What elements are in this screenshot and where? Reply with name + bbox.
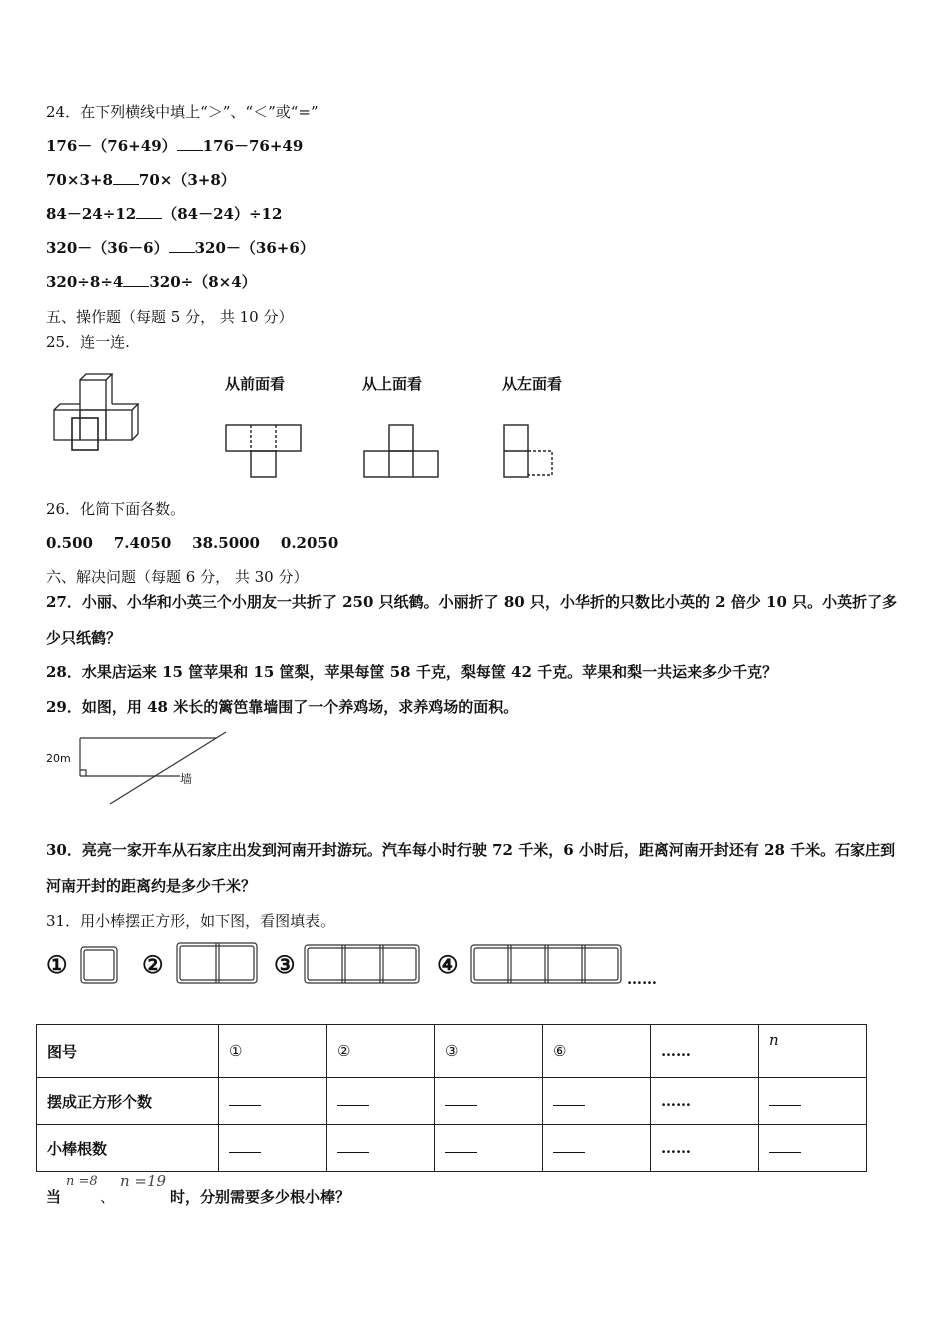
view-label-left: 从左面看 bbox=[502, 375, 563, 393]
n-value-8: n =8 bbox=[66, 1174, 98, 1189]
section-6-heading: 六、解决问题（每题 6 分， 共 30 分） bbox=[46, 568, 309, 586]
expr-left: 176－（76+49） bbox=[46, 137, 177, 155]
answer-cell[interactable] bbox=[435, 1125, 543, 1172]
expr-right: （84－24）÷12 bbox=[162, 205, 283, 223]
figure-label-2: ② bbox=[142, 950, 164, 979]
expr-left: 320÷8÷4 bbox=[46, 273, 124, 291]
answer-cell[interactable] bbox=[219, 1125, 327, 1172]
figure-label-4: ④ bbox=[437, 950, 459, 979]
q27-text: 27．小丽、小华和小英三个小朋友一共折了 250 只纸鹤。小丽折了 80 只，小华折的只数比小英的 2 倍少 10 只。小英折了多少只纸鹤？ bbox=[46, 593, 898, 647]
q31-question-prefix: 当 bbox=[46, 1188, 62, 1206]
q24-row-1 bbox=[46, 136, 303, 156]
stick-squares-2 bbox=[174, 940, 260, 988]
stick-squares-1 bbox=[78, 944, 122, 988]
figure-label-3: ③ bbox=[274, 950, 296, 979]
q24-title: 24．在下列横线中填上“＞”、“＜”或“=” bbox=[46, 103, 319, 121]
answer-cell[interactable] bbox=[759, 1078, 867, 1125]
ellipsis-cell: …… bbox=[651, 1125, 759, 1172]
stick-squares-3 bbox=[302, 942, 422, 988]
expr-right: 320－（36+6） bbox=[194, 239, 315, 257]
figure-label-1: ① bbox=[46, 950, 68, 979]
cube-solid-figure bbox=[50, 372, 140, 452]
front-view-figure bbox=[225, 424, 303, 478]
view-label-front: 从前面看 bbox=[225, 375, 286, 393]
answer-cell[interactable] bbox=[219, 1078, 327, 1125]
ellipsis-cell: …… bbox=[651, 1078, 759, 1125]
top-view-figure bbox=[363, 424, 439, 478]
expr-left: 70×3+8 bbox=[46, 171, 113, 189]
expr-left: 84－24÷12 bbox=[46, 205, 137, 223]
answer-cell[interactable] bbox=[327, 1078, 435, 1125]
q24-row-4 bbox=[46, 238, 315, 258]
answer-blank[interactable] bbox=[177, 136, 203, 151]
chicken-yard-figure bbox=[46, 730, 236, 810]
q26-title: 26．化简下面各数。 bbox=[46, 500, 186, 518]
expr-right: 70×（3+8） bbox=[138, 171, 236, 189]
q26-numbers: 0.500 7.4050 38.5000 0.2050 bbox=[46, 534, 339, 552]
q24-row-5 bbox=[46, 272, 257, 292]
header-cell: ② bbox=[327, 1025, 435, 1078]
expr-right: 176－76+49 bbox=[202, 137, 304, 155]
stick-squares-4 bbox=[468, 942, 624, 988]
figures-ellipsis: …… bbox=[627, 970, 657, 988]
q25-title: 25．连一连. bbox=[46, 333, 130, 351]
header-cell: …… bbox=[651, 1025, 759, 1078]
answer-blank[interactable] bbox=[337, 1142, 369, 1153]
answer-blank[interactable] bbox=[337, 1095, 369, 1106]
row-label: 摆成正方形个数 bbox=[37, 1078, 219, 1125]
row-label: 小棒根数 bbox=[37, 1125, 219, 1172]
n-value-19: n =19 bbox=[120, 1172, 167, 1190]
answer-blank[interactable] bbox=[445, 1095, 477, 1106]
section-5-heading: 五、操作题（每题 5 分， 共 10 分） bbox=[46, 308, 294, 326]
answer-blank[interactable] bbox=[113, 170, 139, 185]
answer-blank[interactable] bbox=[769, 1095, 801, 1106]
header-cell: ③ bbox=[435, 1025, 543, 1078]
header-cell: n bbox=[759, 1025, 867, 1078]
q24-row-2 bbox=[46, 170, 236, 190]
q30-text: 30．亮亮一家开车从石家庄出发到河南开封游玩。汽车每小时行驶 72 千米，6 小时后，距离河南开封还有 28 千米。石家庄到河南开封的距离约是多少千米？ bbox=[46, 841, 896, 895]
expr-left: 320－（36－6） bbox=[46, 239, 169, 257]
answer-blank[interactable] bbox=[445, 1142, 477, 1153]
table-row bbox=[37, 1125, 867, 1172]
answer-cell[interactable] bbox=[327, 1125, 435, 1172]
left-view-figure bbox=[503, 424, 555, 478]
answer-blank[interactable] bbox=[553, 1095, 585, 1106]
answer-cell[interactable] bbox=[543, 1125, 651, 1172]
answer-blank[interactable] bbox=[229, 1095, 261, 1106]
answer-blank[interactable] bbox=[136, 204, 162, 219]
answer-cell[interactable] bbox=[543, 1078, 651, 1125]
answer-blank[interactable] bbox=[553, 1142, 585, 1153]
answer-blank[interactable] bbox=[123, 272, 149, 287]
fill-in-table bbox=[36, 1024, 867, 1172]
q31-title: 31．用小棒摆正方形，如下图，看图填表。 bbox=[46, 912, 336, 930]
wall-label: 墙 bbox=[180, 772, 193, 786]
q28-text: 28．水果店运来 15 筐苹果和 15 筐梨，苹果每筐 58 千克，梨每筐 42 千克。苹果和梨一共运来多少千克？ bbox=[46, 663, 778, 681]
separator: 、 bbox=[100, 1188, 116, 1206]
side-length-label: 20m bbox=[46, 752, 71, 765]
expr-right: 320÷（8×4） bbox=[149, 273, 257, 291]
answer-cell[interactable] bbox=[759, 1125, 867, 1172]
answer-blank[interactable] bbox=[769, 1142, 801, 1153]
answer-blank[interactable] bbox=[229, 1142, 261, 1153]
q29-title: 29．如图，用 48 米长的篱笆靠墙围了一个养鸡场，求养鸡场的面积。 bbox=[46, 698, 519, 716]
table-row bbox=[37, 1078, 867, 1125]
answer-cell[interactable] bbox=[435, 1078, 543, 1125]
answer-blank[interactable] bbox=[169, 238, 195, 253]
q31-question-suffix: 时，分别需要多少根小棒？ bbox=[170, 1188, 351, 1206]
table-row bbox=[37, 1025, 867, 1078]
header-cell: ⑥ bbox=[543, 1025, 651, 1078]
q24-row-3 bbox=[46, 204, 282, 224]
view-label-top: 从上面看 bbox=[362, 375, 423, 393]
header-cell: ① bbox=[219, 1025, 327, 1078]
header-cell: 图号 bbox=[37, 1025, 219, 1078]
